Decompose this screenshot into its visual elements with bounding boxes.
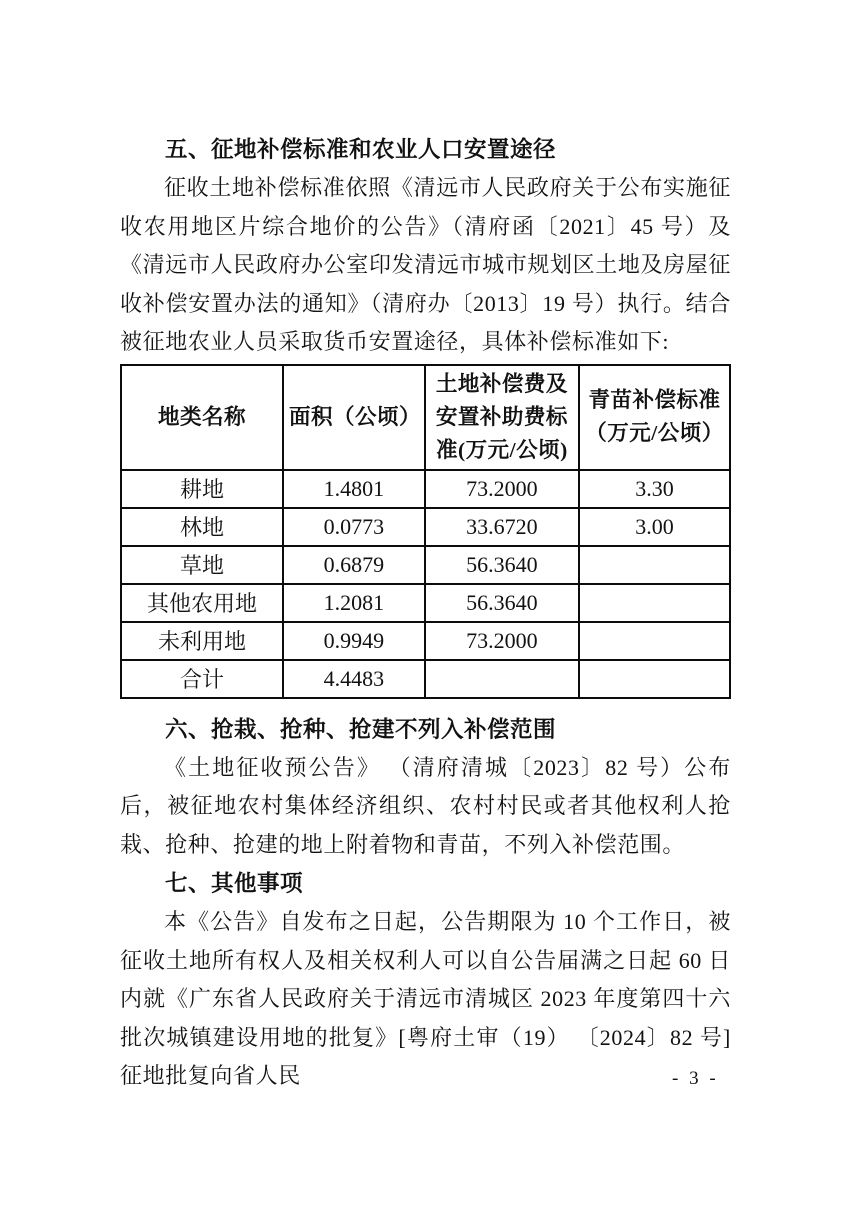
cell-land-compensation: 56.3640	[425, 546, 579, 584]
section-6-paragraph: 《土地征收预公告》 （清府清城〔2023〕82 号）公布后，被征地农村集体经济组织、农村村民或者其他权利人抢栽、抢种、抢建的地上附着物和青苗，不列入补偿范围。	[120, 754, 731, 857]
page-number: - 3 -	[672, 1068, 719, 1089]
cell-land-compensation: 73.2000	[425, 622, 579, 660]
cell-land-type: 其他农用地	[121, 584, 283, 622]
section-7-heading: 七、其他事项	[165, 871, 304, 896]
cell-seedling-compensation: 3.30	[579, 470, 730, 508]
cell-seedling-compensation	[579, 660, 730, 698]
table-header-land-type: 地类名称	[121, 365, 283, 470]
table-row	[121, 470, 730, 508]
cell-land-type: 草地	[121, 546, 283, 584]
table-header-area: 面积（公顷）	[283, 365, 425, 470]
compensation-table	[120, 364, 731, 699]
table-row	[121, 546, 730, 584]
cell-land-type: 耕地	[121, 470, 283, 508]
cell-land-compensation: 73.2000	[425, 470, 579, 508]
cell-seedling-compensation	[579, 584, 730, 622]
cell-land-compensation: 33.6720	[425, 508, 579, 546]
document-content	[120, 130, 731, 1096]
cell-seedling-compensation: 3.00	[579, 508, 730, 546]
cell-area: 0.9949	[283, 622, 425, 660]
cell-land-type: 未利用地	[121, 622, 283, 660]
table-header-row	[121, 365, 730, 470]
cell-land-compensation	[425, 660, 579, 698]
cell-area: 4.4483	[283, 660, 425, 698]
cell-land-type: 林地	[121, 508, 283, 546]
cell-area: 0.0773	[283, 508, 425, 546]
table-row	[121, 622, 730, 660]
cell-land-type: 合计	[121, 660, 283, 698]
cell-area: 1.2081	[283, 584, 425, 622]
cell-area: 0.6879	[283, 546, 425, 584]
cell-seedling-compensation	[579, 546, 730, 584]
section-6-heading: 六、抢栽、抢种、抢建不列入补偿范围	[165, 716, 557, 742]
section-7-paragraph: 本《公告》自发布之日起，公告期限为 10 个工作日，被征收土地所有权人及相关权利人可以自公告届满之日起 60 日内就《广东省人民政府关于清远市清城区 2023 年度第四十六批次城镇建设用地的批复》[粤府土审（19） 〔2024〕82 号]征地批复向省人民	[120, 909, 731, 1088]
section-5-heading: 五、征地补偿标准和农业人口安置途径	[165, 137, 557, 162]
cell-land-compensation: 56.3640	[425, 584, 579, 622]
table-row	[121, 508, 730, 546]
section-5-paragraph: 征收土地补偿标准依照《清远市人民政府关于公布实施征收农用地区片综合地价的公告》（清府函〔2021〕45 号）及《清远市人民政府办公室印发清远市城市规划区土地及房屋征收补偿安置办法的通知》（清府办〔2013〕19 号）执行。结合被征地农业人员采取货币安置途径，具体补偿标准如下:	[120, 175, 731, 354]
table-header-seedling-compensation: 青苗补偿标准（万元/公顷）	[579, 365, 730, 470]
table-row	[121, 584, 730, 622]
cell-area: 1.4801	[283, 470, 425, 508]
cell-seedling-compensation	[579, 622, 730, 660]
table-row-total	[121, 660, 730, 698]
table-header-land-compensation: 土地补偿费及安置补助费标准(万元/公顷)	[425, 365, 579, 470]
